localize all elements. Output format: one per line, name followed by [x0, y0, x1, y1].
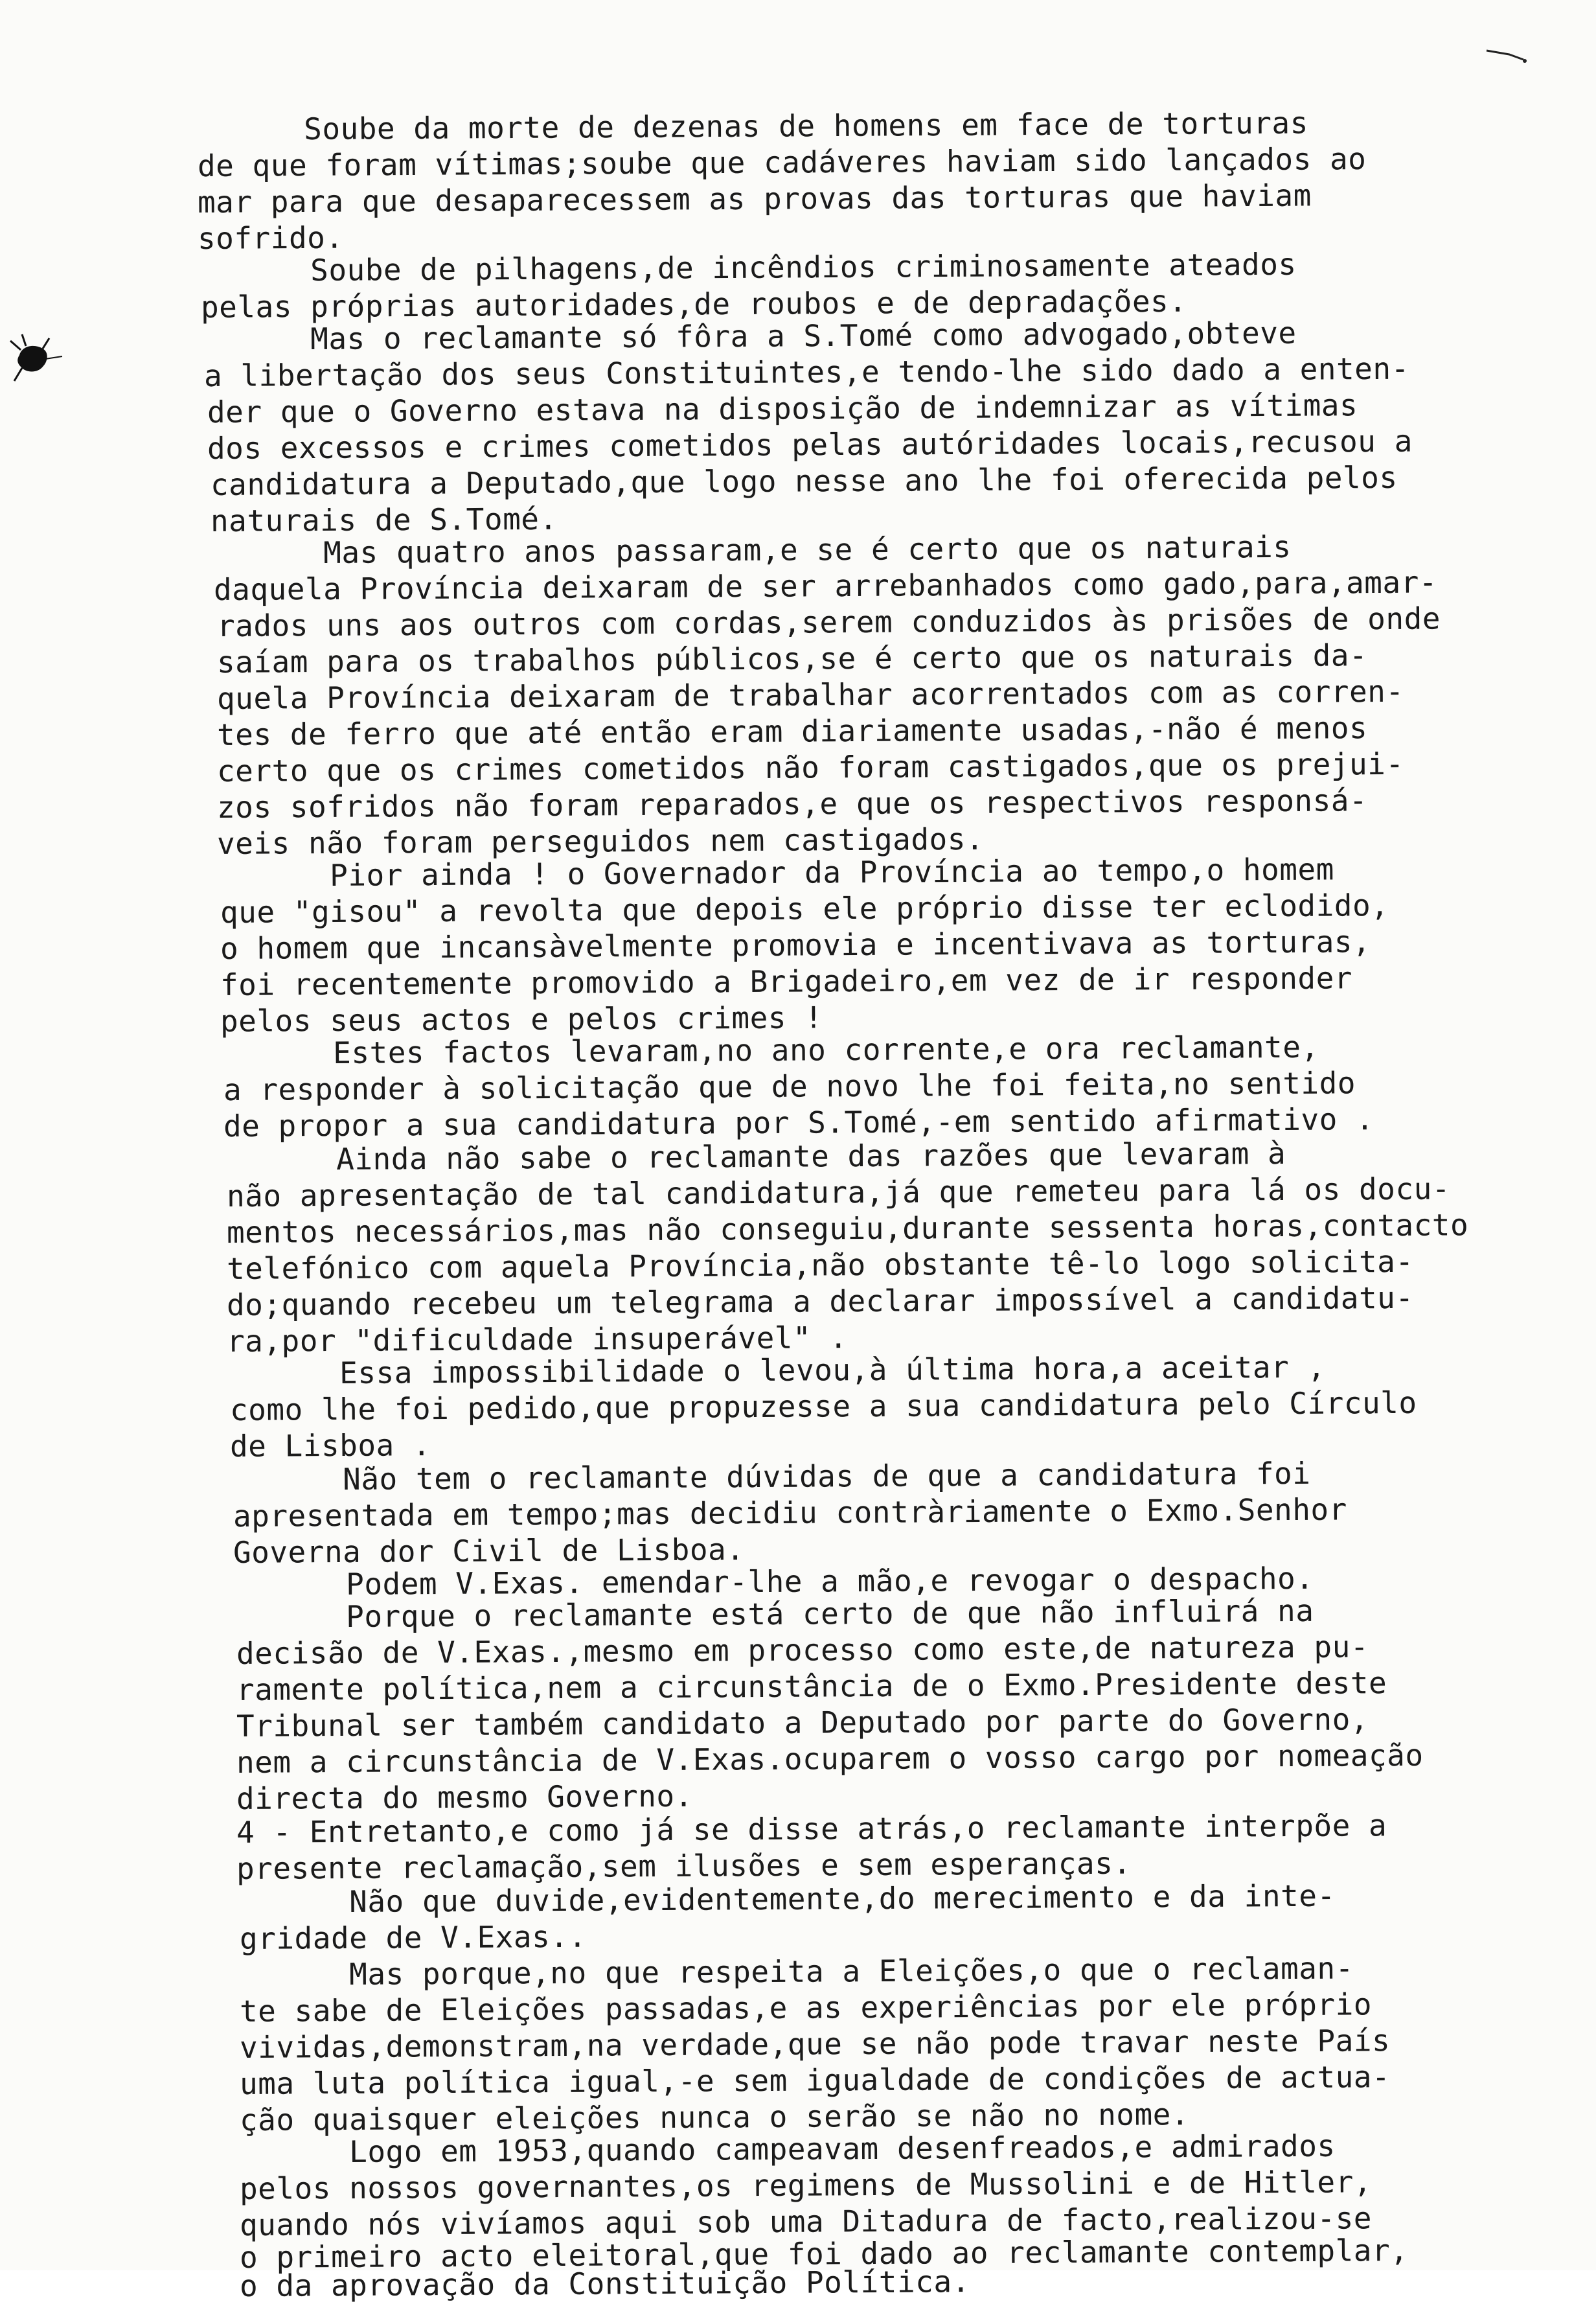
document-line: Não tem o reclamante dúvidas de que a candidatura foi	[233, 1455, 1311, 1497]
document-line: Essa impossibilidade o levou,à última hora,a aceitar ,	[229, 1349, 1326, 1391]
document-line: pelas próprias autoridades,de roubos e de depradações.	[200, 283, 1187, 325]
document-line: Governa dor Civil de Lisboa.	[233, 1532, 745, 1570]
corner-mark-icon	[1483, 45, 1529, 65]
document-line: daquela Província deixaram de ser arrebanhados como gado,para,amar-	[213, 564, 1438, 607]
ink-blot-icon	[6, 330, 65, 389]
document-line: de propor a sua candidatura por S.Tomé,-em sentido afirmativo .	[223, 1101, 1374, 1144]
document-line: ramente política,nem a circunstância de o Exmo.Presidente deste	[236, 1665, 1387, 1707]
document-line: de que foram vítimas;soube que cadáveres haviam sido lançados ao	[197, 141, 1367, 183]
document-line: presente reclamação,sem ilusões e sem esperanças.	[236, 1845, 1132, 1886]
document-line: decisão de V.Exas.,mesmo em processo como este,de natureza pu-	[236, 1629, 1369, 1671]
document-line: o primeiro acto eleitoral,que foi dado ao reclamante contemplar,	[239, 2232, 1409, 2275]
document-line: não apresentação de tal candidatura,já que remeteu para lá os docu-	[226, 1171, 1451, 1214]
document-line: veis não foram perseguidos nem castigados.	[216, 821, 985, 861]
document-line: uma luta política igual,-e sem igualdade de condições de actua-	[239, 2059, 1391, 2101]
document-line: dos excessos e crimes cometidos pelas autóridades locais,recusou a	[207, 423, 1413, 466]
document-line: pelos seus actos e pelos crimes !	[220, 1000, 823, 1039]
document-line: nem a circunstância de V.Exas.ocuparem o vosso cargo por nomeação	[236, 1737, 1424, 1780]
document-line: do;quando recebeu um telegrama a declarar impossível a candidatu-	[226, 1280, 1414, 1322]
document-line: Mas porque,no que respeita a Eleições,o que o reclaman-	[239, 1950, 1354, 1992]
document-line: a responder à solicitação que de novo lhe foi feita,no sentido	[223, 1065, 1356, 1107]
document-line: telefónico com aquela Província,não obstante tê-lo logo solicita-	[226, 1243, 1414, 1286]
document-line: gridade de V.Exas..	[239, 1918, 587, 1956]
document-line: saíam para os trabalhos públicos,se é certo que os naturais da-	[216, 638, 1368, 680]
document-line: o homem que incansàvelmente promovia e incentivava as torturas,	[220, 924, 1371, 966]
document-line: vividas,demonstram,na verdade,que se não pode travar neste País	[239, 2023, 1391, 2065]
document-line: rados uns aos outros com cordas,serem conduzidos às prisões de onde	[216, 601, 1441, 643]
document-line: 4 - Entretanto,e como já se disse atrás,o reclamante interpõe a	[236, 1808, 1387, 1850]
document-line: Mas quatro anos passaram,e se é certo que os naturais	[213, 529, 1292, 571]
document-line: Tribunal ser também candidato a Deputado por parte do Governo,	[236, 1701, 1369, 1744]
document-line: mentos necessários,mas não conseguiu,durante sessenta horas,contacto	[226, 1207, 1469, 1250]
document-line: Estes factos levaram,no ano corrente,e ora reclamante,	[223, 1029, 1319, 1071]
document-line: Porque o reclamante está certo de que não influirá na	[236, 1593, 1314, 1635]
document-line: naturais de S.Tomé.	[210, 501, 558, 538]
document-line: Mas o reclamante só fôra a S.Tomé como advogado,obteve	[200, 315, 1297, 357]
document-line: apresentada em tempo;mas decidiu contràriamente o Exmo.Senhor	[233, 1492, 1347, 1534]
document-line: ra,por "dificuldade insuperável" .	[226, 1320, 848, 1359]
document-line: quando nós vivíamos aqui sob uma Ditadura de facto,realizou-se	[239, 2200, 1373, 2242]
document-line: Logo em 1953,quando campeavam desenfreados,e admirados	[239, 2128, 1336, 2170]
document-line: pelos nossos governantes,os regimens de Mussolini e de Hitler,	[239, 2164, 1373, 2206]
document-line: como lhe foi pedido,que propuzesse a sua candidatura pelo Círculo	[229, 1385, 1417, 1427]
document-line: Pior ainda ! o Governador da Província ao tempo,o homem	[220, 851, 1334, 893]
document-line: directa do mesmo Governo.	[236, 1778, 694, 1816]
document-line: a libertação dos seus Constituintes,e tendo-lhe sido dado a enten-	[203, 351, 1409, 393]
document-line: que "gisou" a revolta que depois ele próprio disse ter eclodido,	[220, 887, 1389, 930]
document-line: te sabe de Eleições passadas,e as experiências por ele próprio	[239, 1987, 1373, 2029]
document-line: certo que os crimes cometidos não foram castigados,que os prejui-	[216, 746, 1404, 789]
document-line: foi recentemente promovido a Brigadeiro,em vez de ir responder	[220, 960, 1353, 1002]
document-line: ção quaisquer eleições nunca o serão se não no nome.	[239, 2097, 1190, 2137]
document-line: Soube de pilhagens,de incêndios criminosamente ateados	[200, 246, 1297, 288]
document-line: Soube da morte de dezenas de homens em face de torturas	[194, 105, 1308, 147]
document-line: candidatura a Deputado,que logo nesse ano lhe foi oferecida pelos	[210, 459, 1398, 502]
document-line: tes de ferro que até então eram diariamente usadas,-não é menos	[216, 710, 1368, 752]
document-line: Não que duvide,evidentemente,do merecimento e da inte-	[239, 1878, 1336, 1920]
document-line: o da aprovação da Constituição Política.	[239, 2264, 970, 2303]
document-line: Podem V.Exas. emendar-lhe a mão,e revogar o despacho.	[236, 1560, 1314, 1602]
document-line: quela Província deixaram de trabalhar acorrentados com as corren-	[216, 673, 1404, 716]
document-line: de Lisboa .	[229, 1427, 431, 1464]
document-line: Ainda não sabe o reclamante das razões que levaram à	[226, 1136, 1286, 1177]
document-line: mar para que desaparecessem as provas das torturas que haviam	[197, 178, 1312, 220]
document-line: der que o Governo estava na disposição de indemnizar as vítimas	[207, 387, 1358, 430]
document-line: sofrido.	[197, 220, 344, 256]
document-line: zos sofridos não foram reparados,e que os respectivos responsá-	[216, 783, 1368, 825]
